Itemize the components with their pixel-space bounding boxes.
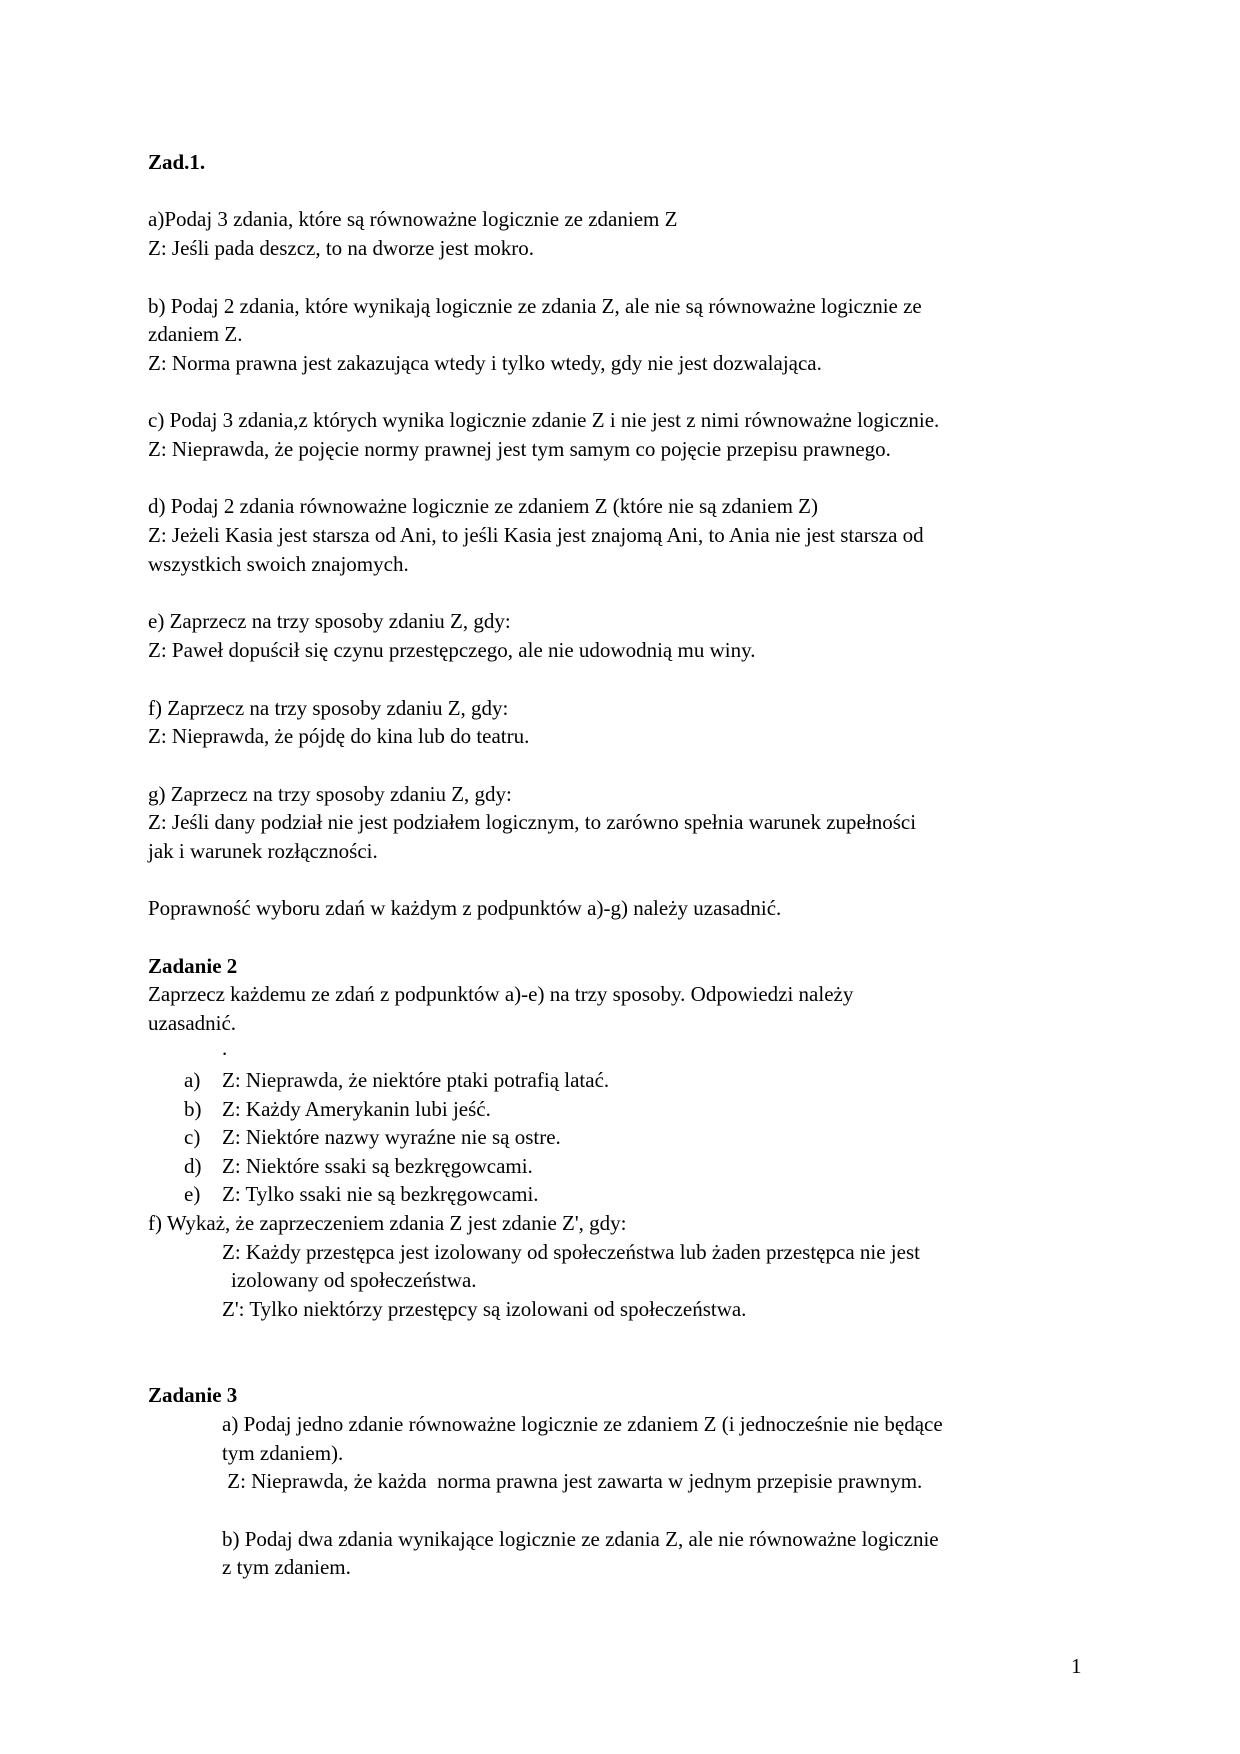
task1-f-sentence: Z: Nieprawda, że pójdę do kina lub do teatru. (148, 724, 530, 748)
list-item: Z: Niektóre nazwy wyraźne nie są ostre. (222, 1125, 561, 1149)
list-item-marker: e) (184, 1182, 201, 1206)
task1-b-prompt: b) Podaj 2 zdania, które wynikają logicznie ze zdania Z, ale nie są równoważne logicznie ze (148, 294, 922, 318)
task3-a-prompt: a) Podaj jedno zdanie równoważne logicznie ze zdaniem Z (i jednocześnie nie będące (222, 1412, 943, 1436)
task2-f-sentence-z-prime: Z': Tylko niektórzy przestępcy są izolowani od społeczeństwa. (222, 1297, 747, 1321)
task1-d-sentence: Z: Jeżeli Kasia jest starsza od Ani, to jeśli Kasia jest znajomą Ani, to Ania nie jest starsza od (148, 523, 924, 547)
list-item: Z: Tylko ssaki nie są bezkręgowcami. (222, 1182, 539, 1206)
task1-d-sentence-cont: wszystkich swoich znajomych. (148, 552, 409, 576)
task1-d-prompt: d) Podaj 2 zdania równoważne logicznie ze zdaniem Z (które nie są zdaniem Z) (148, 494, 818, 518)
task1-b-sentence: Z: Norma prawna jest zakazująca wtedy i tylko wtedy, gdy nie jest dozwalająca. (148, 351, 822, 375)
task1-b-prompt-cont: zdaniem Z. (148, 322, 243, 346)
list-item-marker: c) (184, 1125, 201, 1149)
task1-c-prompt: c) Podaj 3 zdania,z których wynika logicznie zdanie Z i nie jest z nimi równoważne logicznie. (148, 408, 940, 432)
list-item-marker: d) (184, 1154, 202, 1178)
task2-intro: Zaprzecz każdemu ze zdań z podpunktów a)-e) na trzy sposoby. Odpowiedzi należy (148, 982, 854, 1006)
task2-intro-cont: uzasadnić. (148, 1011, 237, 1035)
task2-f-prompt: f) Wykaż, że zaprzeczeniem zdania Z jest zdanie Z', gdy: (148, 1211, 627, 1235)
list-item: Z: Nieprawda, że niektóre ptaki potrafią latać. (222, 1068, 610, 1092)
task2-heading: Zadanie 2 (148, 954, 238, 978)
task1-c-sentence: Z: Nieprawda, że pojęcie normy prawnej jest tym samym co pojęcie przepisu prawnego. (148, 437, 891, 461)
list-item-marker: b) (184, 1097, 202, 1121)
task1-heading: Zad.1. (148, 150, 206, 174)
task3-heading: Zadanie 3 (148, 1383, 238, 1407)
task1-g-prompt: g) Zaprzecz na trzy sposoby zdaniu Z, gdy: (148, 782, 512, 806)
list-item: Z: Niektóre ssaki są bezkręgowcami. (222, 1154, 533, 1178)
task2-dot: . (222, 1036, 228, 1060)
task1-g-sentence: Z: Jeśli dany podział nie jest podziałem logicznym, to zarówno spełnia warunek zupełności (148, 810, 917, 834)
task3-b-prompt-cont: z tym zdaniem. (222, 1555, 351, 1579)
task1-a-prompt: a)Podaj 3 zdania, które są równoważne logicznie ze zdaniem Z (148, 207, 678, 231)
list-item-marker: a) (184, 1068, 201, 1092)
task1-e-prompt: e) Zaprzecz na trzy sposoby zdaniu Z, gdy: (148, 609, 511, 633)
task1-a-sentence: Z: Jeśli pada deszcz, to na dworze jest mokro. (148, 236, 535, 260)
task1-f-prompt: f) Zaprzecz na trzy sposoby zdaniu Z, gdy: (148, 696, 509, 720)
task1-e-sentence: Z: Paweł dopuścił się czynu przestępczego, ale nie udowodnią mu winy. (148, 638, 756, 662)
task3-b-prompt: b) Podaj dwa zdania wynikające logicznie ze zdania Z, ale nie równoważne logicznie (222, 1527, 939, 1551)
task1-note: Poprawność wyboru zdań w każdym z podpunktów a)-g) należy uzasadnić. (148, 896, 782, 920)
task2-f-sentence-z-cont: izolowany od społeczeństwa. (231, 1268, 477, 1292)
list-item: Z: Każdy Amerykanin lubi jeść. (222, 1097, 491, 1121)
task2-f-sentence-z: Z: Każdy przestępca jest izolowany od społeczeństwa lub żaden przestępca nie jest (222, 1240, 920, 1264)
task3-a-prompt-cont: tym zdaniem). (222, 1441, 344, 1465)
task3-a-sentence: Z: Nieprawda, że każda norma prawna jest zawarta w jednym przepisie prawnym. (222, 1469, 923, 1493)
task1-g-sentence-cont: jak i warunek rozłączności. (148, 839, 378, 863)
page-number: 1 (1071, 1654, 1082, 1678)
